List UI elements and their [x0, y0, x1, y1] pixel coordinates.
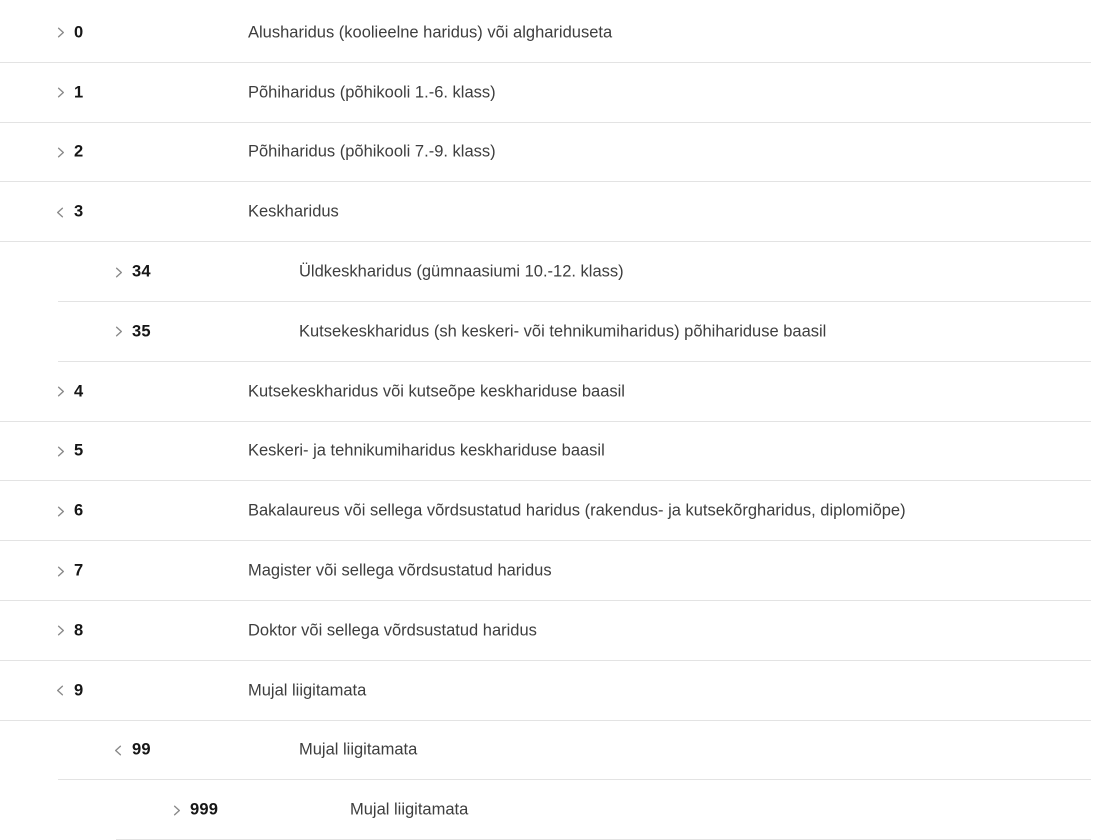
row-code: 99 — [132, 740, 151, 759]
row-code: 7 — [74, 561, 84, 580]
toggle-button[interactable] — [50, 561, 70, 581]
toggle-button[interactable] — [50, 501, 70, 521]
tree-row — [0, 481, 1093, 541]
chevron-right-icon — [53, 25, 68, 40]
chevron-right-icon — [53, 623, 68, 638]
row-code: 5 — [74, 441, 84, 460]
toggle-button[interactable] — [50, 441, 70, 461]
chevron-right-icon — [53, 444, 68, 459]
tree-row — [0, 601, 1093, 661]
row-code: 34 — [132, 262, 151, 281]
toggle-button[interactable] — [50, 83, 70, 103]
tree-row — [0, 3, 1093, 63]
toggle-button[interactable] — [50, 621, 70, 641]
row-label: Bakalaureus või sellega võrdsustatud haridus (rakendus- ja kutsekõrgharidus, diplomiõpe) — [248, 501, 906, 520]
row-code: 35 — [132, 322, 151, 341]
row-label: Alusharidus (koolieelne haridus) või alghariduseta — [248, 23, 613, 42]
tree-row — [0, 661, 1093, 721]
chevron-right-icon — [53, 85, 68, 100]
tree-row — [0, 780, 1093, 840]
row-code: 3 — [74, 202, 84, 221]
tree-row — [0, 422, 1093, 482]
chevron-right-icon — [53, 145, 68, 160]
row-label: Mujal liigitamata — [350, 800, 469, 819]
chevron-right-icon — [53, 504, 68, 519]
tree-row — [0, 123, 1093, 183]
row-label: Kutsekeskharidus (sh keskeri- või tehnikumiharidus) põhihariduse baasil — [299, 322, 827, 341]
chevron-right-icon — [53, 384, 68, 399]
chevron-left-icon — [53, 205, 68, 220]
toggle-button[interactable] — [50, 202, 70, 222]
row-code: 999 — [190, 800, 219, 819]
row-code: 0 — [74, 23, 84, 42]
row-label: Põhiharidus (põhikooli 1.-6. klass) — [248, 83, 496, 102]
tree-row — [0, 242, 1093, 302]
row-label: Magister või sellega võrdsustatud haridus — [248, 561, 552, 580]
row-code: 1 — [74, 83, 84, 102]
row-label: Üldkeskharidus (gümnaasiumi 10.-12. klass) — [299, 262, 624, 281]
tree-row — [0, 721, 1093, 781]
row-label: Mujal liigitamata — [248, 681, 367, 700]
chevron-left-icon — [111, 743, 126, 758]
row-code: 4 — [74, 382, 84, 401]
chevron-right-icon — [53, 564, 68, 579]
chevron-right-icon — [111, 324, 126, 339]
chevron-left-icon — [53, 683, 68, 698]
tree-row — [0, 182, 1093, 242]
tree-row — [0, 541, 1093, 601]
toggle-button[interactable] — [108, 322, 128, 342]
row-code: 2 — [74, 142, 84, 161]
toggle-button[interactable] — [50, 681, 70, 701]
tree-row — [0, 362, 1093, 422]
chevron-right-icon — [169, 803, 184, 818]
row-label: Põhiharidus (põhikooli 7.-9. klass) — [248, 142, 496, 161]
row-label: Keskharidus — [248, 202, 339, 221]
row-label: Keskeri- ja tehnikumiharidus keskhariduse baasil — [248, 441, 605, 460]
toggle-button[interactable] — [108, 740, 128, 760]
row-label: Doktor või sellega võrdsustatud haridus — [248, 621, 537, 640]
toggle-button[interactable] — [166, 800, 186, 820]
row-code: 9 — [74, 681, 84, 700]
tree-row — [0, 63, 1093, 123]
chevron-right-icon — [111, 265, 126, 280]
tree-row — [0, 302, 1093, 362]
toggle-button[interactable] — [50, 23, 70, 43]
toggle-button[interactable] — [108, 262, 128, 282]
row-code: 6 — [74, 501, 84, 520]
row-code: 8 — [74, 621, 84, 640]
row-label: Kutsekeskharidus või kutseõpe keskhariduse baasil — [248, 382, 625, 401]
toggle-button[interactable] — [50, 382, 70, 402]
row-label: Mujal liigitamata — [299, 740, 418, 759]
toggle-button[interactable] — [50, 142, 70, 162]
